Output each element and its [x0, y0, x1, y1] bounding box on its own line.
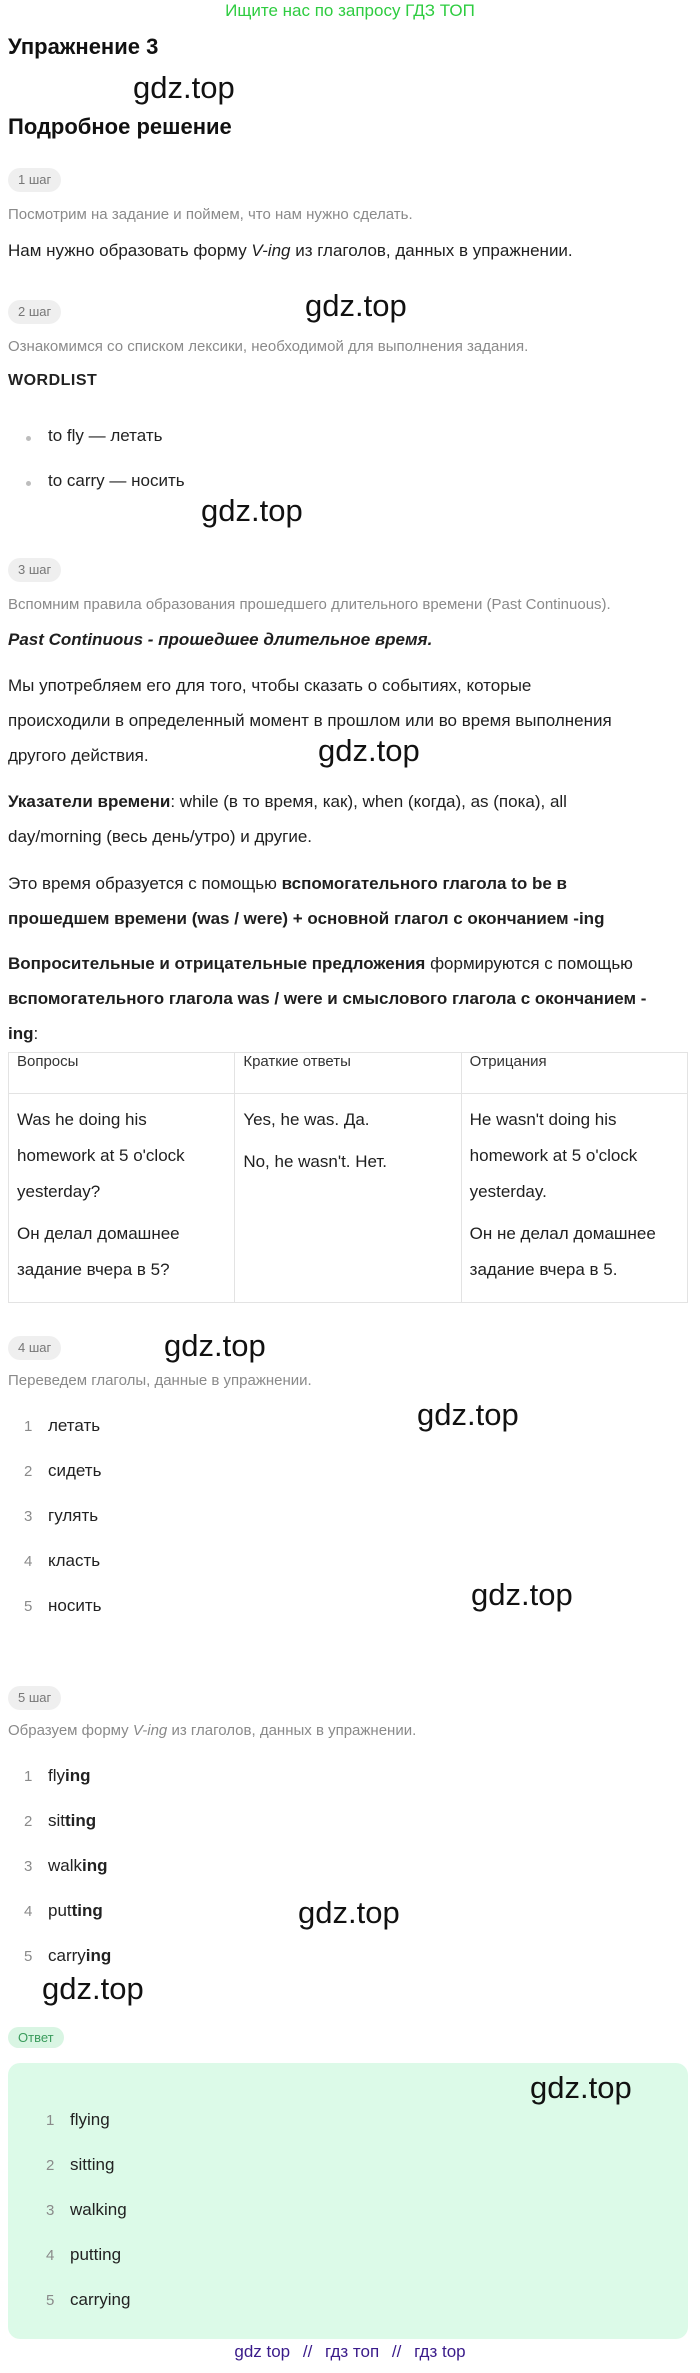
wordlist-item: to fly — летать: [48, 426, 163, 445]
footer-links: [0, 2342, 700, 2362]
watermark: gdz.top: [42, 1971, 144, 2006]
watermark: gdz.top: [298, 1895, 400, 1930]
step-badge: 2 шаг: [8, 300, 61, 324]
footer-separator: //: [302, 2342, 313, 2361]
step-badge: 4 шаг: [8, 1336, 61, 1360]
list-item: 4 класть: [24, 1551, 101, 1570]
bullet-dot: [26, 481, 31, 486]
watermark: gdz.top: [417, 1397, 519, 1432]
table-header: Краткие ответы: [235, 1053, 461, 1094]
step-text: Нам нужно образовать форму V-ing из глаголов, данных в упражнении.: [8, 241, 573, 260]
page-title: Упражнение 3: [8, 34, 159, 59]
list-item: 1 flying: [24, 1766, 91, 1785]
watermark: gdz.top: [305, 288, 407, 323]
wordlist-item: to carry — носить: [48, 471, 185, 490]
watermark: gdz.top: [201, 493, 303, 528]
answer-item: 3 walking: [46, 2200, 127, 2219]
search-banner: Ищите нас по запросу ГДЗ ТОП: [225, 1, 475, 20]
usage-paragraph: Мы употребляем его для того, чтобы сказать о событиях, которые происходили в определенный момент в прошлом или во время выполнения другого действия.: [8, 676, 612, 765]
list-item: 5 carrying: [24, 1946, 112, 1965]
watermark: gdz.top: [133, 70, 235, 105]
table-cell: Was he doing his homework at 5 o'clock yesterday? Он делал домашнее задание вчера в 5?: [9, 1094, 235, 1303]
table-cell: He wasn't doing his homework at 5 o'clock yesterday. Он не делал домашнее задание вчера в 5.: [461, 1094, 687, 1303]
list-item: 1 летать: [24, 1416, 101, 1435]
step-title: Посмотрим на задание и поймем, что нам нужно сделать.: [8, 206, 413, 223]
bullet-dot: [26, 436, 31, 441]
table-cell: Yes, he was. Да. No, he wasn't. Нет.: [235, 1094, 461, 1303]
definition: Past Continuous - прошедшее длительное время.: [8, 630, 433, 649]
footer-link[interactable]: гдз top: [414, 2342, 466, 2361]
step-badge: 5 шаг: [8, 1686, 61, 1710]
step-badge: 1 шаг: [8, 168, 61, 192]
answer-item: 2 sitting: [46, 2155, 115, 2174]
watermark: gdz.top: [530, 2070, 632, 2105]
grammar-table: [8, 1052, 688, 1303]
answer-badge: Ответ: [8, 2027, 64, 2048]
footer-separator: //: [391, 2342, 402, 2361]
table-header: Вопросы: [9, 1053, 235, 1094]
questions-rule: Вопросительные и отрицательные предложения формируются с помощью вспомогательного глагола was / were и смыслового глагола с окончанием - ing:: [8, 954, 647, 1043]
step-badge: 3 шаг: [8, 558, 61, 582]
table-header: Отрицания: [461, 1053, 687, 1094]
step-title: Переведем глаголы, данные в упражнении.: [8, 1372, 312, 1389]
list-item: 2 сидеть: [24, 1461, 102, 1480]
answer-item: 1 flying: [46, 2110, 110, 2129]
step-title: Вспомним правила образования прошедшего длительного времени (Past Continuous).: [8, 596, 611, 613]
watermark: gdz.top: [318, 733, 420, 768]
step-title: Образуем форму V-ing из глаголов, данных в упражнении.: [8, 1722, 417, 1739]
footer-link[interactable]: гдз топ: [325, 2342, 380, 2361]
page-subtitle: Подробное решение: [8, 114, 232, 139]
list-item: 3 гулять: [24, 1506, 99, 1525]
list-item: 4 putting: [24, 1901, 103, 1920]
footer-link[interactable]: gdz top: [234, 2342, 291, 2361]
list-item: 5 носить: [24, 1596, 102, 1615]
formation-rule: Это время образуется с помощью вспомогательного глагола to be в прошедшем времени (was / were) + основной глагол с окончанием -ing: [8, 874, 605, 928]
watermark: gdz.top: [471, 1577, 573, 1612]
time-markers: Указатели времени: while (в то время, как), when (когда), as (пока), all day/morning (весь день/утро) и другие.: [8, 792, 567, 846]
watermark: gdz.top: [164, 1328, 266, 1363]
list-item: 2 sitting: [24, 1811, 97, 1830]
list-item: 3 walking: [24, 1856, 108, 1875]
answer-item: 4 putting: [46, 2245, 122, 2264]
answer-item: 5 carrying: [46, 2290, 131, 2309]
step-title: Ознакомимся со списком лексики, необходимой для выполнения задания.: [8, 338, 529, 355]
wordlist-heading: WORDLIST: [8, 372, 98, 389]
